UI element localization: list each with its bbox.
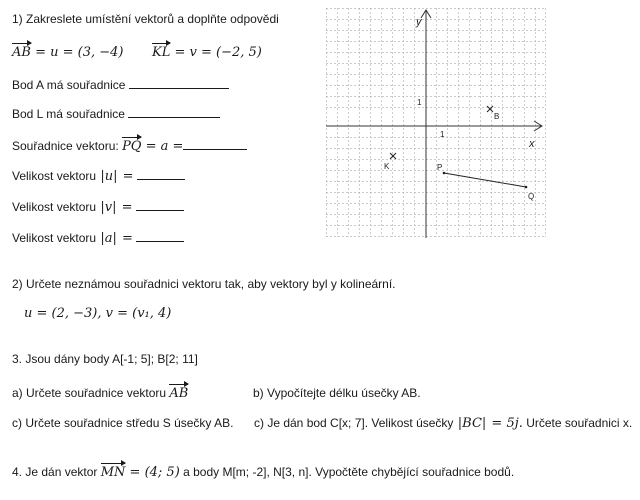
x-axis-label: x: [529, 138, 535, 150]
coordinate-grid: [326, 8, 546, 240]
task-3c: c) Určete souřadnice středu S úsečky AB.: [12, 416, 234, 430]
y-axis-label: y: [416, 16, 422, 28]
task-3a: a) Určete souřadnice vektoru AB: [12, 386, 189, 401]
answer-blank[interactable]: [183, 138, 247, 150]
answer-blank[interactable]: [136, 199, 184, 211]
vector-ab-definition: AB = u = (3, −4): [12, 45, 124, 60]
vector-kl-definition: KL = v = (−2, 5): [152, 45, 262, 60]
vector-mn-symbol: MN: [100, 465, 126, 480]
point-p-dot: [443, 172, 446, 175]
point-q-label: Q: [528, 192, 535, 201]
task-1-heading: 1) Zakreslete umístění vektorů a doplňte odpovědi: [12, 12, 279, 26]
answer-blank[interactable]: [129, 77, 229, 89]
task-4: 4. Je dán vektor MN = (4; 5) a body M[m; -2], N[3, n]. Vypočtěte chybějící souřadnice bodů.: [12, 465, 515, 480]
question-magnitude-u: Velikost vektoru | u | =: [12, 168, 185, 184]
task-3d: c) Je dán bod C[x; 7]. Velikost úsečky | BC | = 5j. Určete souřadnici x.: [254, 416, 632, 431]
y-tick-label: 1: [417, 98, 422, 107]
question-magnitude-v: Velikost vektoru | v | =: [12, 199, 184, 215]
vector-ab-symbol: AB: [12, 45, 31, 60]
answer-blank[interactable]: [137, 168, 185, 180]
task-3b: b) Vypočítejte délku úsečky AB.: [253, 386, 421, 400]
point-k-label: K: [384, 162, 390, 171]
question-vector-pq: Souřadnice vektoru: PQ = a =: [12, 138, 247, 154]
task-3-heading: 3. Jsou dány body A[-1; 5]; B[2; 11]: [12, 352, 198, 366]
point-b-label: B: [494, 112, 500, 121]
x-tick-label: 1: [440, 130, 445, 139]
x-axis: [326, 121, 542, 131]
vector-ab-symbol: AB: [169, 386, 189, 401]
point-k-marker: [390, 153, 396, 159]
point-q-dot: [525, 186, 528, 189]
vector-pq-symbol: PQ: [122, 139, 142, 154]
vector-kl-symbol: KL: [152, 45, 171, 60]
point-b-marker: [487, 106, 493, 112]
grid-lines: [326, 8, 546, 237]
task-2-formula: u = (2, −3), v = (v₁, 4): [24, 306, 172, 321]
question-point-l: Bod L má souřadnice: [12, 106, 220, 121]
point-p-label: P: [437, 163, 443, 172]
task-2-heading: 2) Určete neznámou souřadnici vektoru tak, aby vektory byl y kolineární.: [12, 277, 396, 291]
question-magnitude-a: Velikost vektoru | a | =: [12, 230, 184, 246]
answer-blank[interactable]: [128, 106, 220, 118]
answer-blank[interactable]: [136, 230, 184, 242]
question-point-a: Bod A má souřadnice: [12, 77, 229, 92]
